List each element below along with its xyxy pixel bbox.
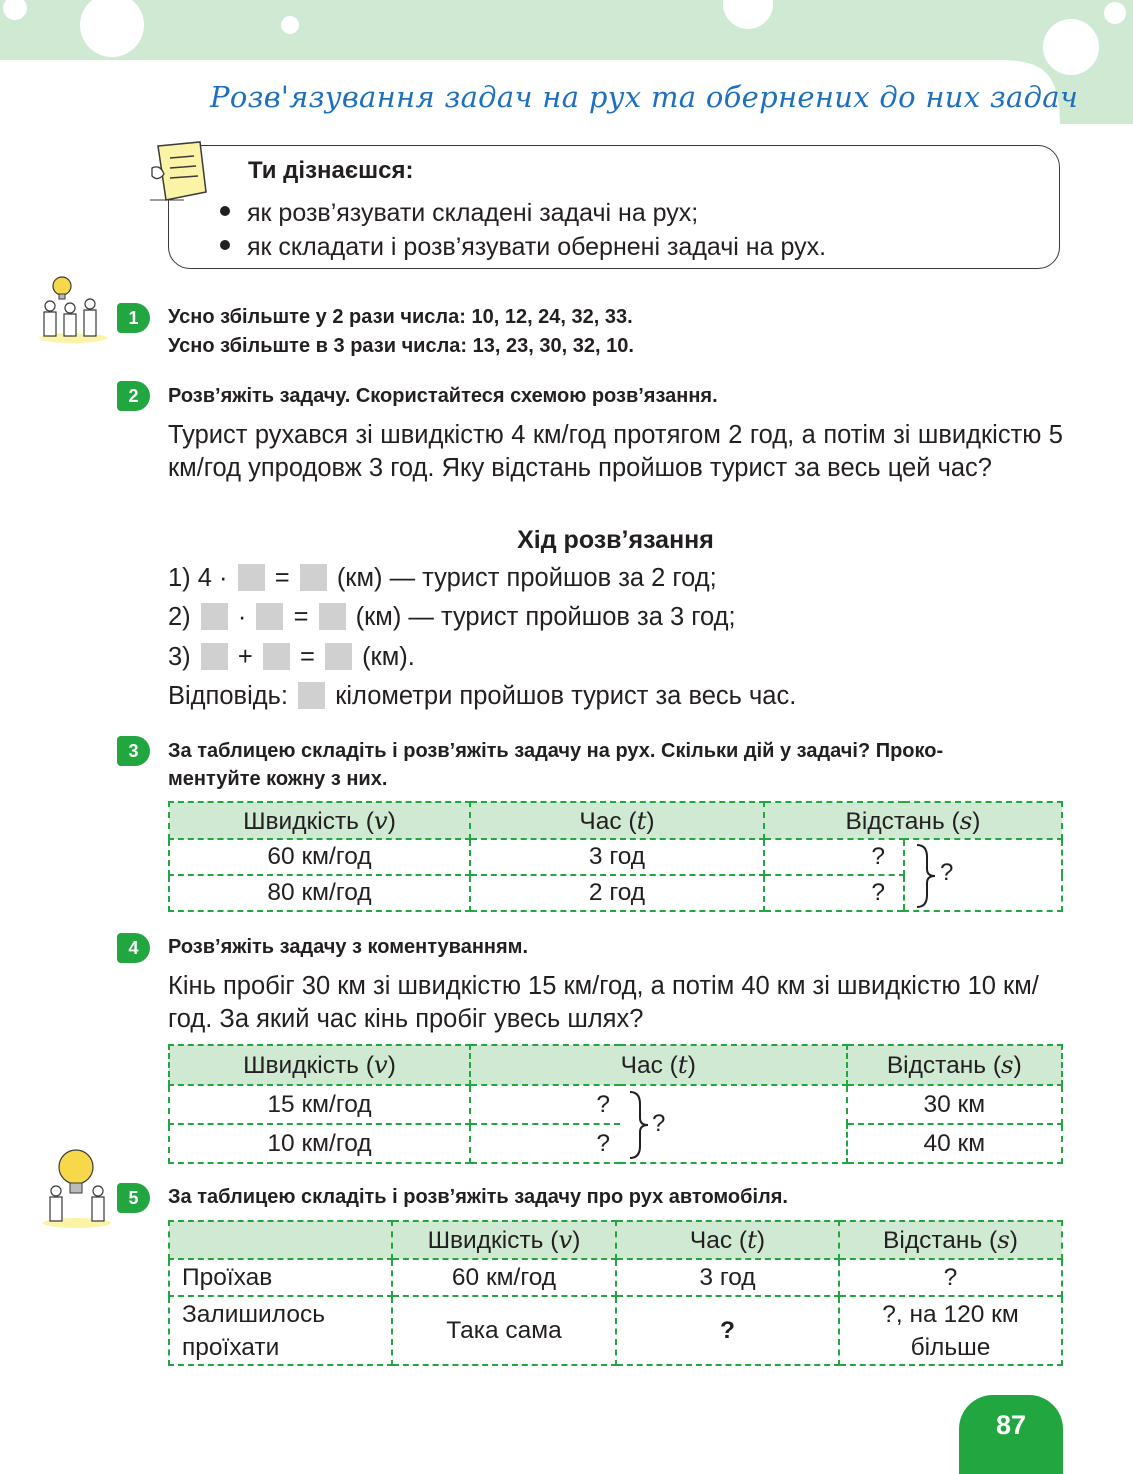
task5-table xyxy=(168,1220,1063,1366)
solution-answer xyxy=(168,682,796,711)
step-text: + xyxy=(237,643,253,671)
task4-instruction: Розв’яжіть задачу з коментуванням. xyxy=(168,936,528,958)
answer-box[interactable] xyxy=(256,603,283,630)
learn-item-text: як складати і розв’язувати обернені задачі на рух. xyxy=(247,233,827,261)
total-question: ? xyxy=(940,859,954,886)
page-number: 87 xyxy=(959,1395,1063,1474)
header-speed: Швидкість (v) xyxy=(169,802,470,839)
answer-box[interactable] xyxy=(201,603,228,630)
step-text: = xyxy=(274,564,290,592)
learn-item-text: як розв’язувати складені задачі на рух; xyxy=(247,199,699,227)
step-text: кілометри пройшов турист за весь час. xyxy=(335,682,797,710)
answer-box[interactable] xyxy=(298,682,325,709)
cell-time: ? xyxy=(470,1124,620,1163)
task1-line1: Усно збільште у 2 рази числа: 10, 12, 24, 32, 33. xyxy=(168,306,633,328)
task1-line2: Усно збільште в 3 рази числа: 13, 23, 30, 32, 10. xyxy=(168,335,634,357)
answer-box[interactable] xyxy=(263,643,290,670)
task2-instruction: Розв’яжіть задачу. Скористайтеся схемою розв’язання. xyxy=(168,385,718,407)
lightbulb-pair-icon xyxy=(40,1143,114,1229)
cell-distance: ? xyxy=(764,875,904,911)
header-time: Час (t) xyxy=(470,1045,847,1085)
solution-step-1 xyxy=(168,564,717,593)
solution-title: Хід розв’язання xyxy=(517,526,714,554)
bullet xyxy=(220,240,230,250)
step-text: (км) — турист пройшов за 2 год; xyxy=(336,564,717,592)
step-text: (км). xyxy=(362,643,415,671)
task2-text: Турист рухався зі швидкістю 4 км/год протягом 2 год, а потім зі швидкістю 5 км/год упродовж 3 год. Яку відстань пройшов турист за весь цей час? xyxy=(168,421,1063,482)
cell-distance: 40 км xyxy=(847,1124,1062,1163)
header-speed: Швидкість (v) xyxy=(169,1045,470,1085)
header-time: Час (t) xyxy=(470,802,764,839)
answer-box[interactable] xyxy=(201,643,228,670)
step-text: 3) xyxy=(168,643,191,671)
cell-time: 3 год xyxy=(616,1259,839,1296)
cell-speed: 80 км/год xyxy=(169,875,470,911)
step-text: = xyxy=(299,643,315,671)
cell-speed: Така сама xyxy=(392,1296,616,1365)
cell-distance: 30 км xyxy=(847,1085,1062,1124)
cell-distance: ? xyxy=(764,839,904,875)
cell-time: ? xyxy=(470,1085,620,1124)
task4-table xyxy=(168,1044,1063,1164)
cell-distance: ?, на 120 км більше xyxy=(839,1296,1062,1365)
step-text: = xyxy=(293,603,309,631)
step-text: · xyxy=(237,603,247,631)
cell-time: ? xyxy=(616,1296,839,1365)
step-text: 2) xyxy=(168,603,191,631)
cell-speed: 60 км/год xyxy=(169,839,470,875)
table-row xyxy=(169,1259,1062,1296)
answer-box[interactable] xyxy=(325,643,352,670)
task-number-5: 5 xyxy=(117,1183,150,1213)
cell-time: 2 год xyxy=(470,875,764,911)
step-text: Відповідь: xyxy=(168,682,289,710)
table-row xyxy=(169,1085,1062,1124)
cell-label: Проїхав xyxy=(169,1259,392,1296)
solution-step-3 xyxy=(168,643,415,672)
task-number-3: 3 xyxy=(117,736,150,766)
total-question: ? xyxy=(652,1110,666,1137)
lightbulb-group-icon xyxy=(36,272,110,344)
learn-item xyxy=(220,233,826,262)
table-row xyxy=(169,1124,1062,1163)
header-distance: Відстань (s) xyxy=(847,1045,1062,1085)
solution-step-2 xyxy=(168,603,736,632)
task5-instruction: За таблицею складіть і розв’яжіть задачу про рух автомобіля. xyxy=(168,1186,788,1208)
header-distance: Відстань (s) xyxy=(764,802,1062,839)
cell-time: 3 год xyxy=(470,839,764,875)
task3-instruction-line1: За таблицею складіть і розв’яжіть задачу на рух. Скільки дій у задачі? Проко- xyxy=(168,740,944,762)
cell-distance: ? xyxy=(839,1259,1062,1296)
page-title: Розв'язування задач на рух та обернених до них задач xyxy=(210,80,1079,114)
task-number-1: 1 xyxy=(117,303,150,333)
table-row xyxy=(169,1296,1062,1365)
bullet xyxy=(220,206,230,216)
answer-box[interactable] xyxy=(300,564,327,591)
learn-item xyxy=(220,199,698,228)
cell-label: Залишилось проїхати xyxy=(169,1296,392,1365)
cell-speed: 15 км/год xyxy=(169,1085,470,1124)
cell-speed: 60 км/год xyxy=(392,1259,616,1296)
task4-text: Кінь пробіг 30 км зі швидкістю 15 км/год, а потім 40 км зі швидкістю 10 км/год. За який час кінь пробіг увесь шлях? xyxy=(168,972,1039,1033)
answer-box[interactable] xyxy=(238,564,265,591)
header-time: Час (t) xyxy=(616,1221,839,1259)
step-text: (км) — турист пройшов за 3 год; xyxy=(355,603,736,631)
task-number-4: 4 xyxy=(117,933,150,963)
right-brace-icon xyxy=(913,843,937,909)
header-speed: Швидкість (v) xyxy=(392,1221,616,1259)
cell-speed: 10 км/год xyxy=(169,1124,470,1163)
note-icon xyxy=(148,138,210,204)
step-text: 1) 4 · xyxy=(168,564,228,592)
header-blank xyxy=(169,1221,392,1259)
learn-title: Ти дізнаєшся: xyxy=(248,157,414,184)
task-number-2: 2 xyxy=(117,381,150,411)
answer-box[interactable] xyxy=(319,603,346,630)
right-brace-icon xyxy=(626,1090,650,1160)
header-distance: Відстань (s) xyxy=(839,1221,1062,1259)
task3-instruction-line2: ментуйте кожну з них. xyxy=(168,768,388,790)
